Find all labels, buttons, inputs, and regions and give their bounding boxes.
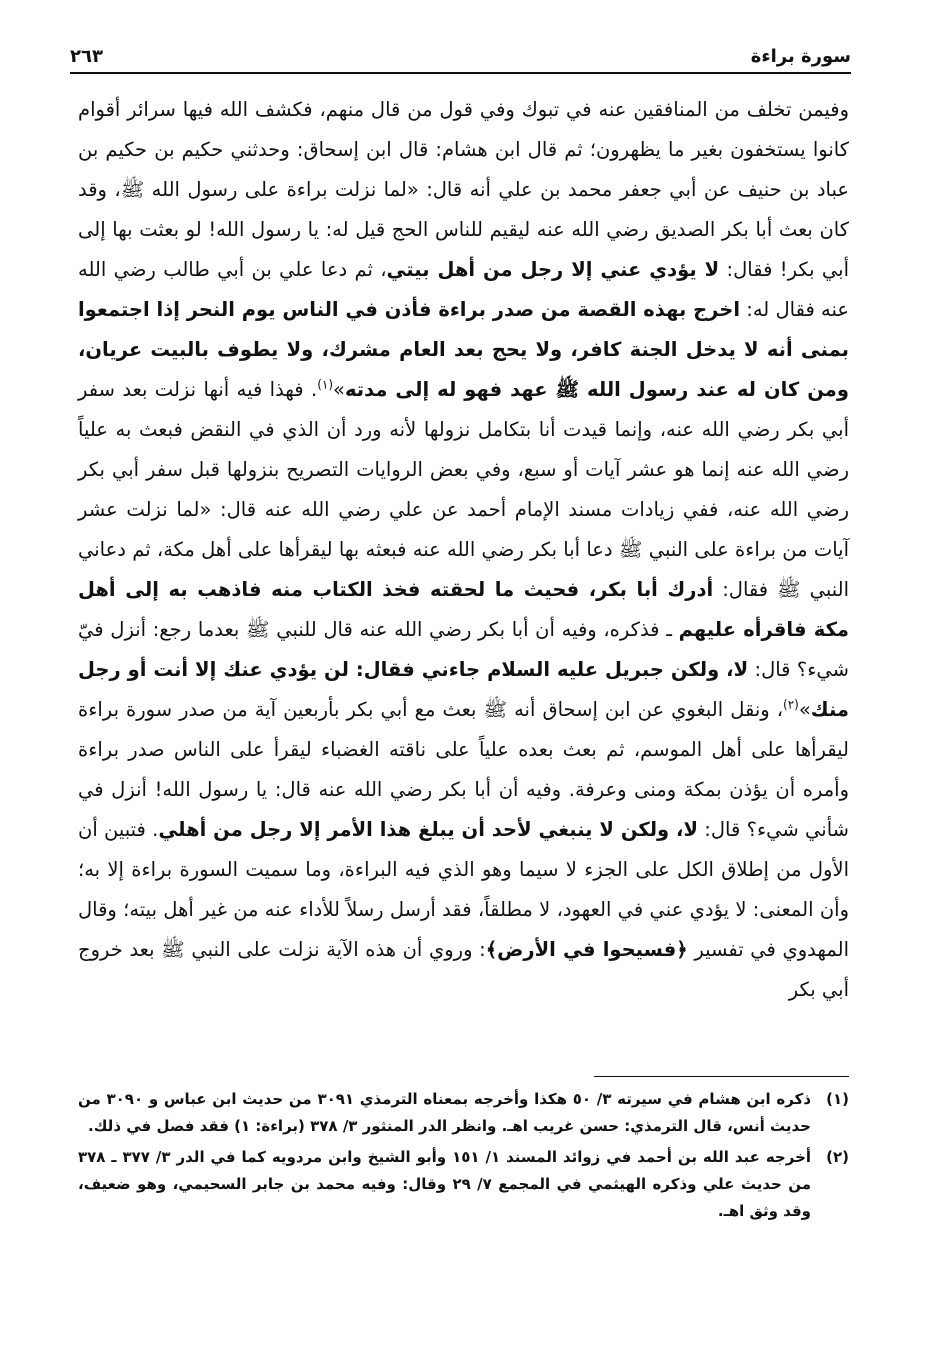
footnote-text: أخرجه عبد الله بن أحمد في زوائد المسند ١/ ١٥١ وأبو الشيخ وابن مردويه كما في الدر ٣/ ٣٧٧ ـ ٣٧٨ من حديث علي وذكره الهيثمي في المجمع ٧/ ٢٩ وقال: وفيه محمد بن جابر السحيمي، وهو ضعيف، وقد وثق اهـ. [78,1148,812,1220]
text-segment: » [798,698,811,721]
footnote [78,1086,849,1140]
running-title: سورة براءة [750,46,851,67]
text-segment: ، ونقل البغوي عن ابن إسحاق أنه ﷺ بعث مع أبي بكر بأربعين آية من صدر سورة براءة ليقرأها على أهل الموسم، ثم بعث بعده علياً على ناقته الغضباء ليقرأ على الناس صدر براءة وأمره أن يؤذن بمكة ومنى وعرفة. وفيه أن أبا بكر رضي الله عنه قال: يا رسول الله! أنزل في شأني شيء؟ قال: [78,698,850,841]
text-segment: ، ثم دعا علي بن أبي طالب رضي الله عنه فقال له: [78,258,849,321]
bold-quote: لا، ولكن جبريل عليه السلام جاءني فقال: لن يؤدي عنك إلا أنت أو رجل منك [78,658,849,721]
footnote-text: ذكره ابن هشام في سيرته ٣/ ٥٠ هكذا وأخرجه بمعناه الترمذي ٣٠٩١ من حديث ابن عباس و ٣٠٩٠ من حديث أنس، قال الترمذي: حسن غريب اهـ. وانظر الدر المنثور ٣/ ٣٧٨ (براءة: ١) فقد فصل في ذلك. [78,1090,812,1135]
main-text [78,90,849,1010]
text-segment: وفيمن تخلف من المنافقين عنه في تبوك وفي قول من قال منهم، فكشف الله فيها سرائر أقوام كانوا يستخفون بغير ما يظهرون؛ ثم قال ابن هشام: قال ابن إسحاق: وحدثني حكيم بن حكيم بن عباد بن حنيف عن أبي جعفر محمد بن علي أنه قال: «لما نزلت براءة على رسول الله ﷺ، وقد كان بعث أبا بكر الصديق رضي الله عنه ليقيم للناس الحج قيل له: يا رسول الله! لو بعثت بها إلى أبي بكر! فقال: [78,98,849,281]
bold-quote: اخرج بهذه القصة من صدر براءة فأذن في الناس يوم النحر إذا اجتمعوا بمنى أنه لا يدخل الجنة كافر، ولا يحج بعد العام مشرك، ولا يطوف بالبيت عريان، ومن كان له عند رسول الله ﷺ عهد فهو له إلى مدته [78,298,849,401]
bold-quote: لا يؤدي عني إلا رجل من أهل بيتي [386,258,720,281]
page-number: ٢٦٣ [70,46,103,67]
footnotes [78,1086,849,1229]
quran-verse: ﴿فسيحوا في الأرض﴾ [485,938,688,961]
footnote-number: (٢) [826,1148,849,1166]
header-rule [70,72,851,74]
bold-quote: أدرك أبا بكر، فحيث ما لحقته فخذ الكتاب منه فاذهب به إلى أهل مكة فاقرأه عليهم [78,578,850,641]
page-header [70,40,851,74]
footnote [78,1144,849,1225]
footnote-number: (١) [826,1090,849,1108]
footnote-separator [594,1076,849,1077]
footnote-ref[interactable]: (١) [317,377,334,392]
text-segment: . فتبين أن الأول من إطلاق الكل على الجزء لا سيما وهو الذي فيه البراءة، وما سميت السورة براءة إلا به؛ وأن المعنى: لا يؤدي عني في العهود، لا مطلقاً، فقد أرسل رسلاً للأداء عنه من غير أهل بيته؛ وقال المهدوي في تفسير [78,818,850,961]
text-segment: ـ فذكره، وفيه أن أبا بكر رضي الله عنه قال للنبي ﷺ بعدما رجع: أنزل فيّ شيء؟ قال: [78,618,850,681]
text-segment: : وروي أن هذه الآية نزلت على النبي ﷺ بعد خروج أبي بكر [78,938,849,1001]
text-segment: » [333,378,345,401]
footnote-ref[interactable]: (٢) [783,697,799,712]
bold-quote: لا، ولكن لا ينبغي لأحد أن يبلغ هذا الأمر إلا رجل من أهلي [158,818,698,841]
text-segment: . فهذا فيه أنها نزلت بعد سفر أبي بكر رضي الله عنه، وإنما قيدت أنا بتكامل نزولها لأنه ورد أن الذي في النقض فبعث به علياً رضي الله عنه إنما هو عشر آيات أو سبع، وفي بعض الروايات التصريح بنزولها قبل سفر أبي بكر رضي الله عنه، ففي زيادات مسند الإمام أحمد عن علي رضي الله عنه قال: «لما نزلت عشر آيات من براءة على النبي ﷺ دعا أبا بكر رضي الله عنه فبعثه بها ليقرأها على أهل مكة، ثم دعاني النبي ﷺ فقال: [78,378,849,601]
